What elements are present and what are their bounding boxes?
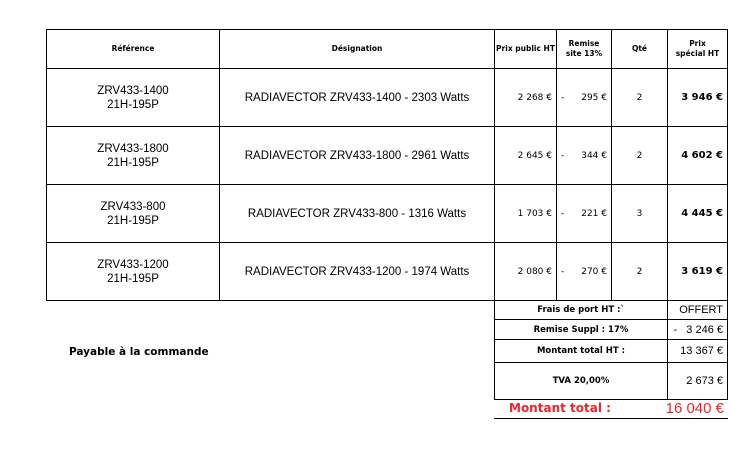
remise-value: 295 €: [581, 92, 607, 103]
row-2-designation: RADIAVECTOR ZRV433-1800 - 2961 Watts: [219, 126, 495, 185]
remise-suppl-label: Remise Suppl : 17%: [494, 319, 668, 340]
row-4-designation: RADIAVECTOR ZRV433-1200 - 1974 Watts: [219, 242, 495, 301]
row-3-prix-public: 1 703 €: [494, 184, 557, 243]
row-1-prix-public: 2 268 €: [494, 68, 557, 127]
montant-ht-label: Montant total HT :: [494, 339, 668, 363]
remise-sign: -: [561, 150, 565, 161]
header-reference: Référence: [46, 29, 220, 69]
row-3-reference: ZRV433-800 21H-195P: [46, 184, 220, 243]
row-4-prix-special: 3 619 €: [667, 242, 728, 301]
tva-label: TVA 20,00%: [494, 362, 668, 400]
row-1-prix-special: 3 946 €: [667, 68, 728, 127]
row-4-remise: [556, 242, 612, 301]
header-prix-special: Prix spécial HT: [667, 29, 728, 69]
remise-value: 221 €: [581, 208, 607, 219]
frais-port-value: OFFERT: [667, 300, 728, 320]
total-row: [494, 399, 728, 419]
header-qte: Qté: [611, 29, 668, 69]
row-3-prix-special: 4 445 €: [667, 184, 728, 243]
row-2-prix-special: 4 602 €: [667, 126, 728, 185]
header-prix-public: Prix public HT: [494, 29, 557, 69]
payment-note: Payable à la commande: [69, 346, 209, 358]
row-1-remise: [556, 68, 612, 127]
row-4-qte: 2: [611, 242, 668, 301]
remise-sign: -: [561, 92, 565, 103]
remise-suppl-value: - 3 246 €: [667, 319, 728, 340]
header-remise: Remise site 13%: [556, 29, 612, 69]
header-designation: Désignation: [219, 29, 495, 69]
tva-value: 2 673 €: [667, 362, 728, 400]
row-1-reference: ZRV433-1400 21H-195P: [46, 68, 220, 127]
frais-port-label: Frais de port HT :`: [494, 300, 668, 320]
remise-sign: -: [561, 266, 565, 277]
remise-sign: -: [561, 208, 565, 219]
row-2-reference: ZRV433-1800 21H-195P: [46, 126, 220, 185]
total-label: Montant total :: [509, 401, 611, 415]
remise-value: 344 €: [581, 150, 607, 161]
row-1-qte: 2: [611, 68, 668, 127]
row-3-qte: 3: [611, 184, 668, 243]
row-3-designation: RADIAVECTOR ZRV433-800 - 1316 Watts: [219, 184, 495, 243]
montant-ht-value: 13 367 €: [667, 339, 728, 363]
row-4-prix-public: 2 080 €: [494, 242, 557, 301]
remise-value: 270 €: [581, 266, 607, 277]
row-3-remise: [556, 184, 612, 243]
row-2-prix-public: 2 645 €: [494, 126, 557, 185]
total-value: 16 040 €: [665, 400, 724, 417]
row-4-reference: ZRV433-1200 21H-195P: [46, 242, 220, 301]
row-2-remise: [556, 126, 612, 185]
row-1-designation: RADIAVECTOR ZRV433-1400 - 2303 Watts: [219, 68, 495, 127]
row-2-qte: 2: [611, 126, 668, 185]
